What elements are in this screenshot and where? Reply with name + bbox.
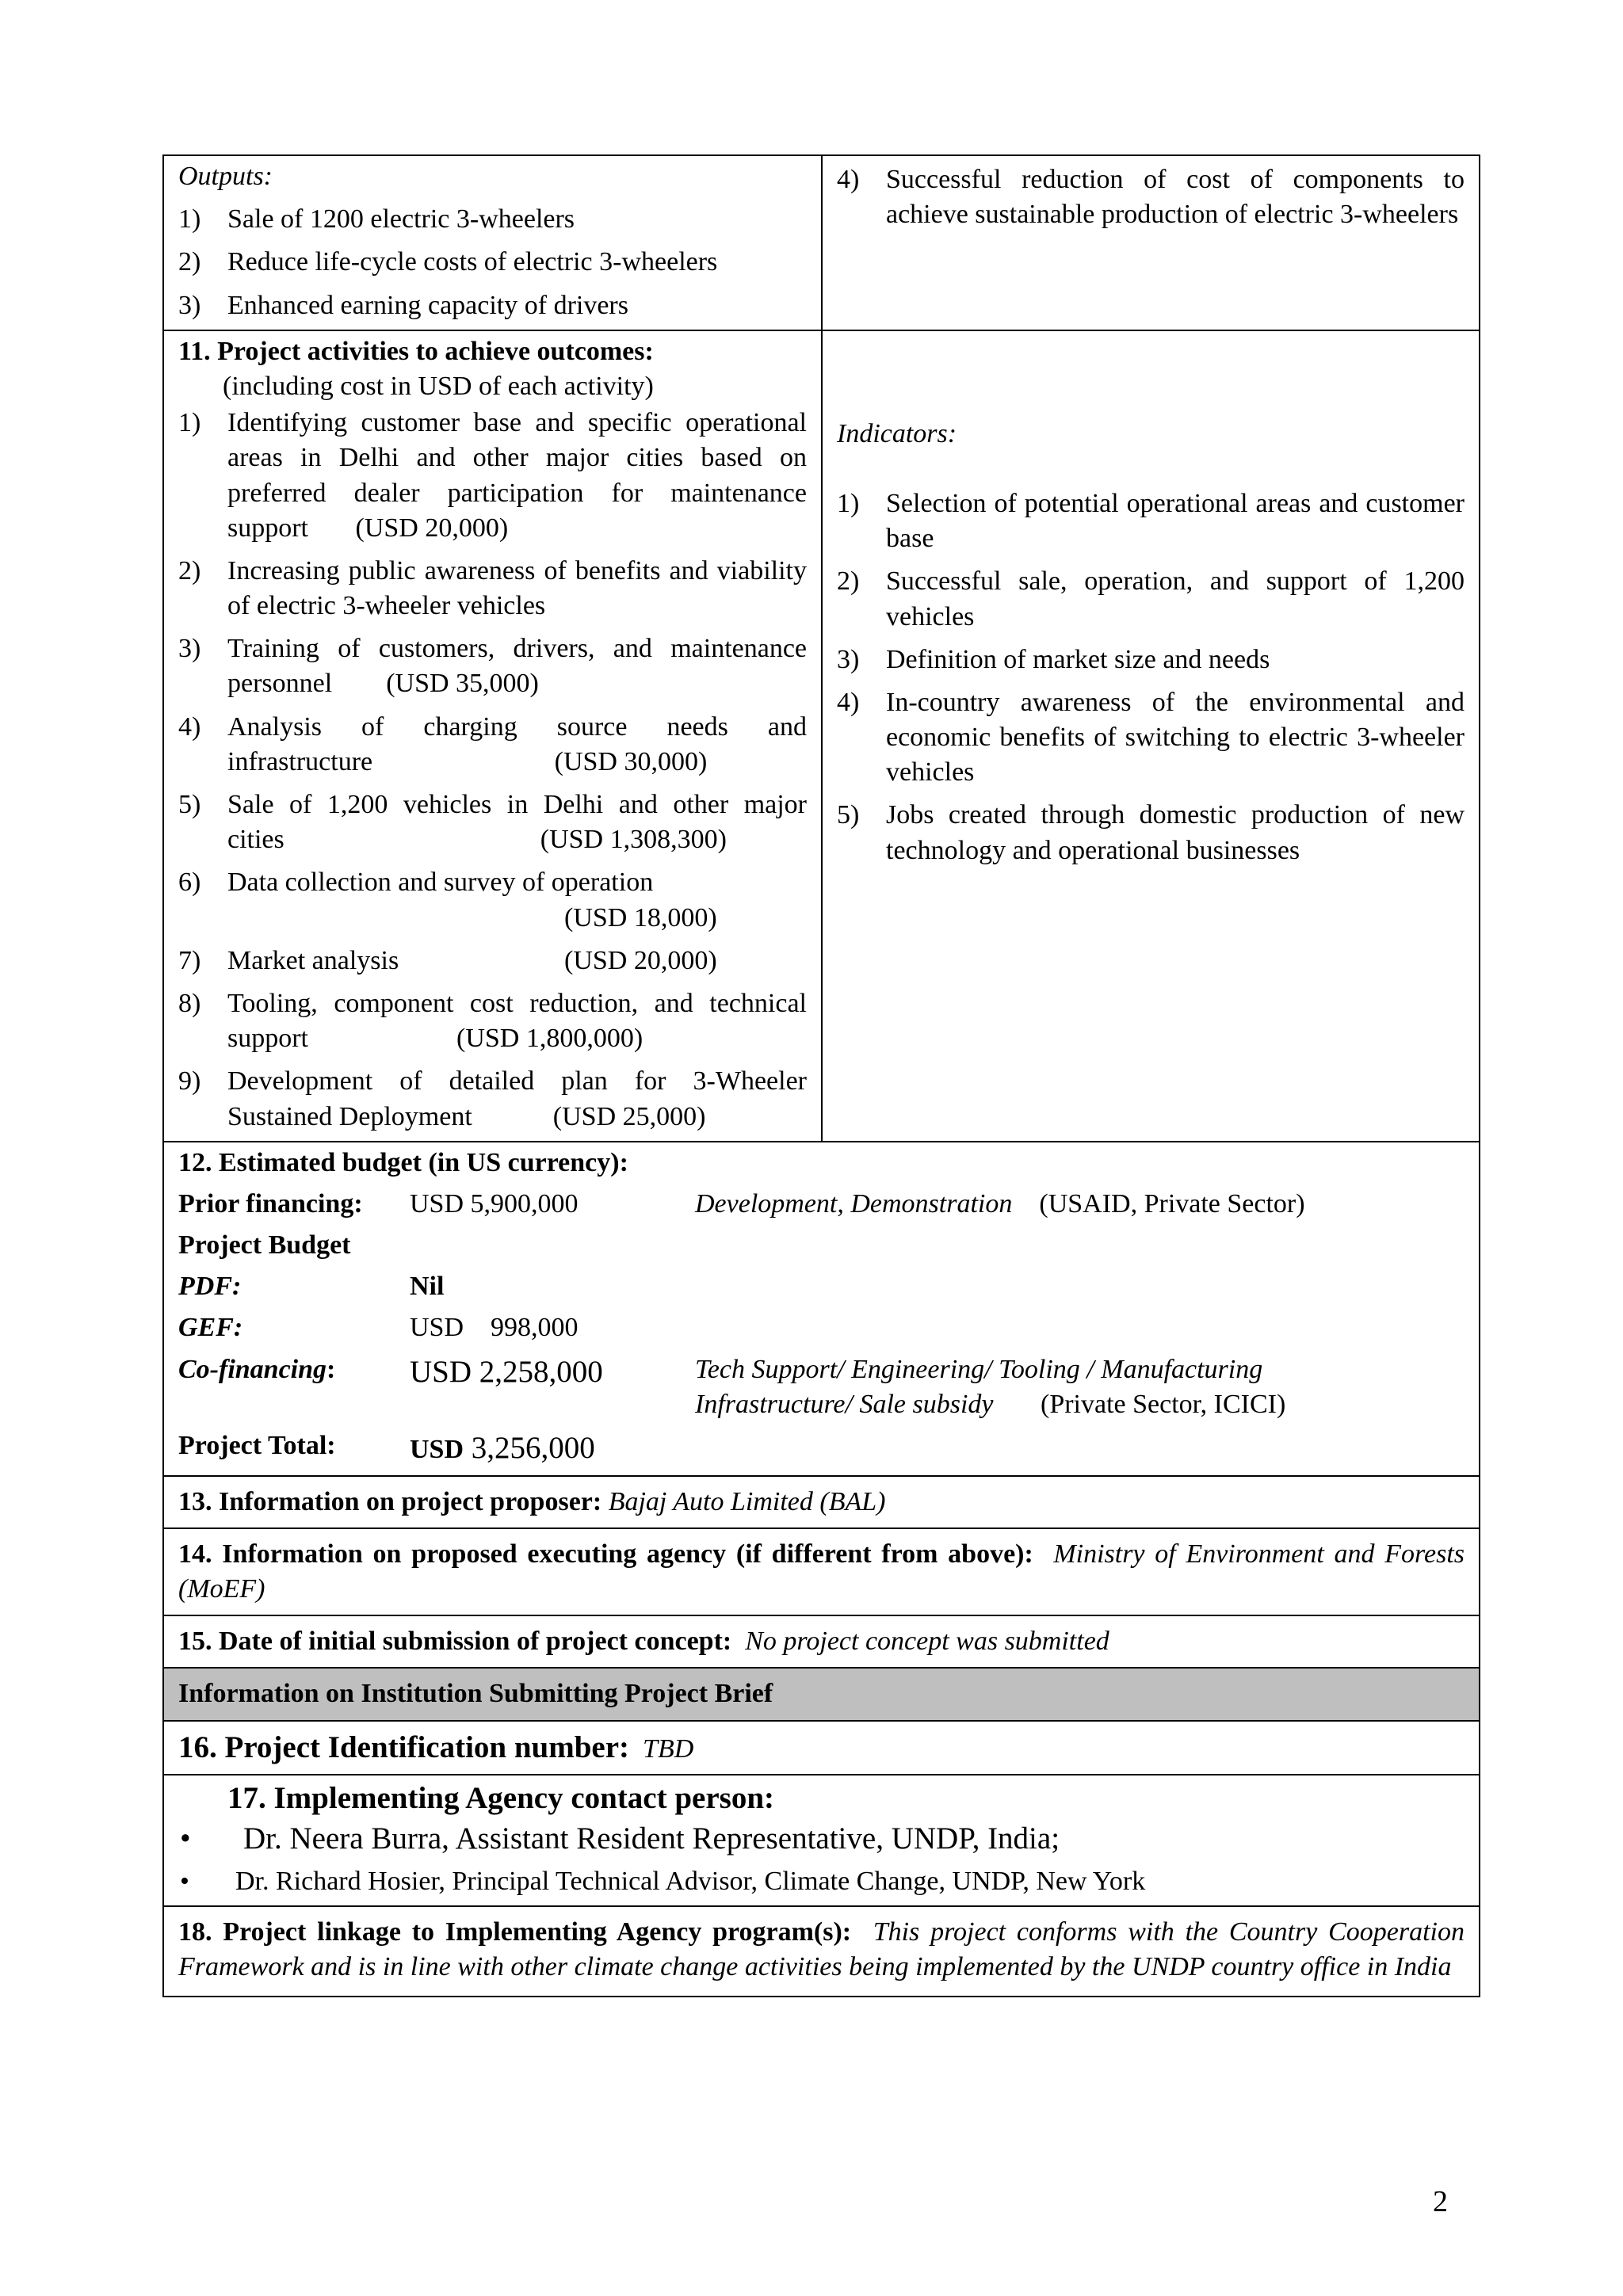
list-item [178,406,807,546]
cofinancing-amount: USD 2,258,000 [410,1354,603,1389]
pdf-label: PDF: [178,1272,242,1302]
item-text: Sale of 1,200 vehicles in Delhi and other major cities [227,790,807,855]
item-number: 5) [837,800,860,830]
cofinancing-source: (Private Sector, ICICI) [1041,1389,1286,1419]
bullet-icon: • [180,1821,191,1855]
gef-row [178,1310,1465,1345]
item-text: Jobs created through domestic production of new technology and operational businesses [886,800,1465,865]
identification-cell [163,1721,1480,1775]
identification-value: TBD [643,1733,694,1764]
executing-agency-row [163,1528,1480,1615]
item-number: 2) [837,566,860,597]
indicators-list [837,486,1465,868]
indicators-cell [822,330,1480,1142]
item-number: 2) [178,555,201,585]
linkage-row [163,1906,1480,1997]
item-text: Training of customers, drivers, and maintenance personnel [227,634,807,699]
submission-cell [163,1615,1480,1668]
contact-person [172,1819,1465,1859]
item-text: Successful reduction of cost of components to achieve sustainable production of electric 3-wheelers [886,165,1465,230]
item-number: 1) [837,488,860,518]
linkage-cell [163,1906,1480,1997]
item-text: Development of detailed plan for 3-Wheeler Sustained Deployment [227,1066,807,1131]
identification-row [163,1721,1480,1775]
item-text: Increasing public awareness of benefits and viability of electric 3-wheeler vehicles [227,555,807,621]
proposer-label: 13. Information on project proposer: [178,1486,602,1516]
prior-financing-row [178,1187,1465,1222]
budget-row [163,1142,1480,1476]
cofinancing-desc-line2: Infrastructure/ Sale subsidy [695,1389,994,1419]
project-brief-page [162,154,1479,1997]
contact-row [163,1775,1480,1906]
proposer-value: Bajaj Auto Limited (BAL) [608,1486,886,1516]
bullet-icon: • [180,1866,189,1896]
outputs-right-list [837,162,1465,232]
pdf-value: Nil [410,1272,445,1302]
item-number: 9) [178,1066,201,1097]
proposer-cell [163,1476,1480,1528]
item-number: 6) [178,868,201,898]
contact-cell [163,1775,1480,1906]
item-cost: (USD 35,000) [386,669,539,699]
activities-subheading: (including cost in USD of each activity) [223,371,654,401]
pdf-row [178,1269,1465,1304]
cofinancing-label: Co-financing [178,1354,327,1384]
page-number: 2 [1433,2185,1448,2218]
item-number: 3) [178,634,201,664]
cofinancing-desc-line1: Tech Support/ Engineering/ Tooling / Manufacturing [695,1354,1263,1384]
proposer-row [163,1476,1480,1528]
prior-financing-amount: USD 5,900,000 [410,1188,579,1219]
list-item [178,1064,807,1134]
item-text: Market analysis [227,945,399,975]
item-number: 3) [178,290,201,320]
outputs-cell [163,155,822,330]
item-text: Data collection and survey of operation [227,868,654,898]
list-item [178,245,807,280]
list-item [837,162,1465,232]
executing-agency-label: 14. Information on proposed executing agency (if different from above): [178,1539,1033,1569]
item-text: Enhanced earning capacity of drivers [227,290,628,320]
outputs-row [163,155,1480,330]
item-cost: (USD 30,000) [554,746,708,776]
submission-row [163,1615,1480,1668]
item-number: 4) [178,711,201,742]
prior-financing-desc: Development, Demonstration [695,1188,1013,1219]
gef-label: GEF: [178,1313,243,1343]
project-total-row [178,1428,1465,1469]
list-item [178,288,807,323]
list-item [837,486,1465,556]
institution-header-row [163,1668,1480,1720]
item-cost: (USD 20,000) [564,945,717,975]
item-text: Analysis of charging source needs and infrastructure [227,711,807,776]
item-cost: (USD 1,308,300) [540,825,727,855]
contact-heading: 17. Implementing Agency contact person: [227,1781,775,1816]
cofinancing-row [178,1352,1465,1422]
project-budget-label: Project Budget [178,1230,351,1261]
item-number: 4) [837,165,860,194]
list-item [178,944,807,978]
item-text: In-country awareness of the environmental and economic benefits of switching to electric 3-wheeler vehicles [886,687,1465,788]
linkage-value: This project conforms with the Country Cooperation Framework and is in line with other climate change activities being implemented by the UNDP country office in India [178,1917,1465,1982]
list-item [178,788,807,857]
item-cost: (USD 18,000) [564,902,717,933]
institution-header: Information on Institution Submitting Project Brief [163,1668,1480,1720]
project-total-amount: 3,256,000 [471,1431,595,1465]
item-text: Reduce life-cycle costs of electric 3-wheelers [227,247,718,277]
contact-person [172,1864,1465,1899]
contact-person-text: Dr. Richard Hosier, Principal Technical Advisor, Climate Change, UNDP, New York [235,1866,1146,1896]
list-item [178,986,807,1056]
item-number: 1) [178,204,201,235]
list-item [837,564,1465,634]
item-number: 8) [178,988,201,1018]
item-number: 3) [837,644,860,674]
outputs-list [178,202,807,323]
outputs-heading: Outputs: [178,162,273,191]
budget-cell [163,1142,1480,1476]
budget-heading: 12. Estimated budget (in US currency): [178,1147,628,1177]
item-number: 4) [837,687,860,717]
indicators-heading: Indicators: [837,418,957,448]
list-item [178,202,807,237]
linkage-label: 18. Project linkage to Implementing Agency program(s): [178,1917,852,1947]
item-text: Identifying customer base and specific operational areas in Delhi and other major cities based on preferred dealer participation for maintenance support [227,408,807,543]
item-cost: (USD 20,000) [355,513,509,543]
item-text: Successful sale, operation, and support of 1,200 vehicles [886,566,1465,631]
item-number: 5) [178,790,201,819]
activities-heading: 11. Project activities to achieve outcomes: [178,336,654,366]
item-text: Definition of market size and needs [886,644,1270,674]
list-item [837,798,1465,868]
activities-cell [163,330,822,1142]
cofinancing-colon: : [327,1354,336,1384]
submission-label: 15. Date of initial submission of project concept: [178,1627,732,1657]
contact-person-text: Dr. Neera Burra, Assistant Resident Representative, UNDP, India; [243,1821,1060,1855]
list-item [837,685,1465,791]
item-number: 1) [178,408,201,438]
project-total-label: Project Total: [178,1431,336,1460]
list-item [178,631,807,701]
item-text: Sale of 1200 electric 3-wheelers [227,204,575,235]
executing-agency-value: Ministry of Environment and Forests (MoEF) [178,1539,1465,1604]
outputs-right-cell [822,155,1480,330]
activities-list [178,406,807,1135]
item-number: 7) [178,945,201,975]
submission-value: No project concept was submitted [745,1627,1109,1657]
prior-financing-source: (USAID, Private Sector) [1039,1188,1305,1219]
list-item [178,710,807,780]
item-number: 2) [178,247,201,277]
list-item [178,865,807,935]
activities-row [163,330,1480,1142]
project-brief-table [162,154,1480,1997]
project-total-currency: USD [410,1435,464,1464]
list-item [178,554,807,624]
item-text: Selection of potential operational areas and customer base [886,488,1465,554]
executing-agency-cell [163,1528,1480,1615]
item-cost: (USD 1,800,000) [456,1024,643,1054]
list-item [837,643,1465,677]
item-text: Tooling, component cost reduction, and technical support [227,988,807,1054]
item-cost: (USD 25,000) [552,1101,706,1131]
gef-value: USD 998,000 [410,1313,579,1343]
prior-financing-label: Prior financing: [178,1188,363,1219]
identification-label: 16. Project Identification number: [178,1730,630,1764]
